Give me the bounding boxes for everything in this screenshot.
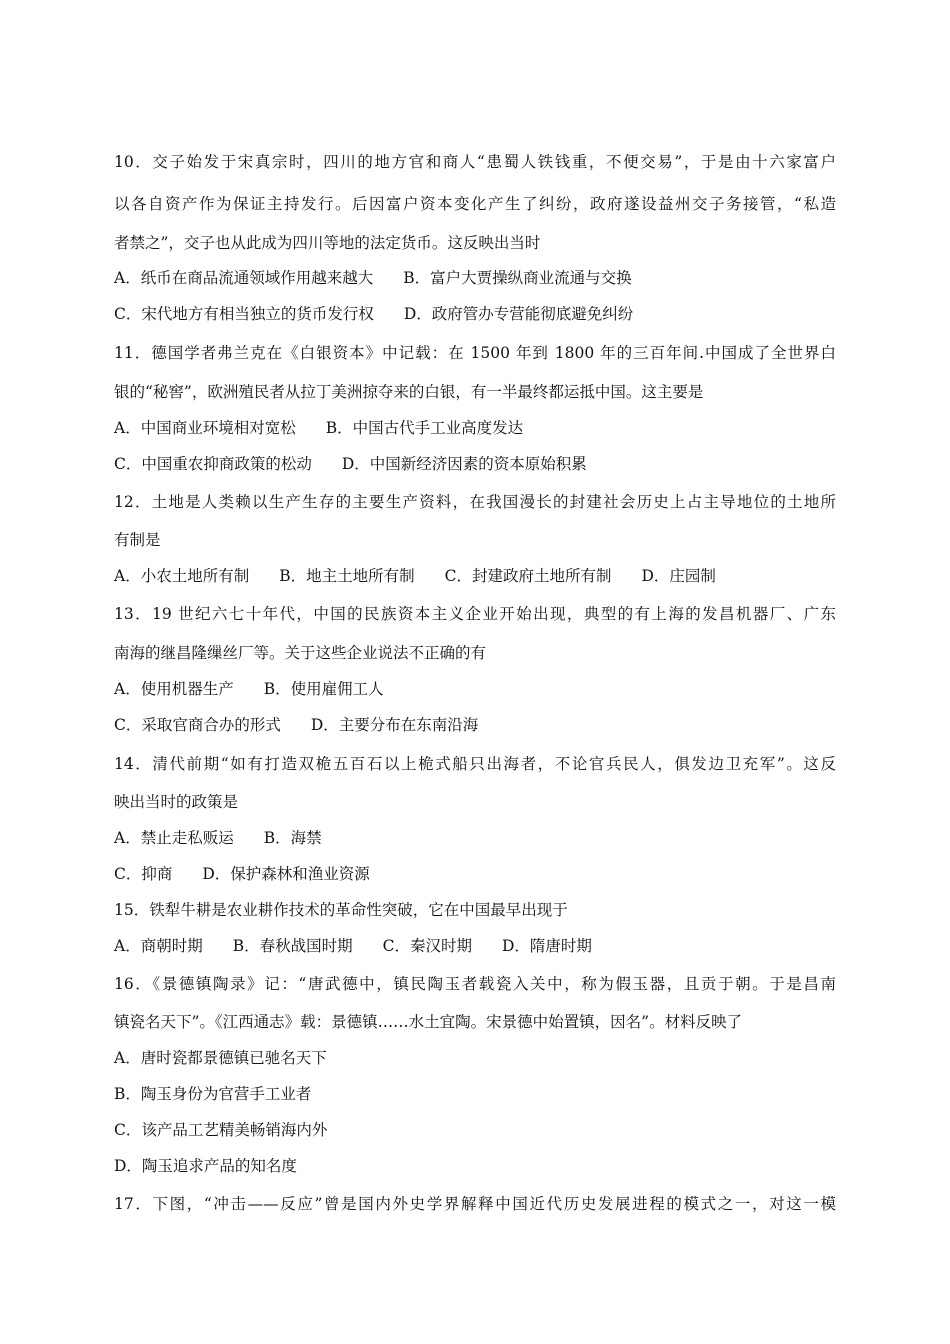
- question-12-stem-line-1: 12．土地是人类赖以生产生存的主要生产资料，在我国漫长的封建社会历史上占主导地位的土地所: [114, 493, 836, 511]
- question-15-options-row-1: [114, 936, 622, 956]
- option-c: C．抑商: [114, 865, 173, 883]
- question-14-stem-line-1: 14．清代前期“如有打造双桅五百石以上桅式船只出海者，不论官兵民人，俱发边卫充军”。这反: [114, 755, 836, 773]
- question-10-stem-line-1: 10．交子始发于宋真宗时，四川的地方官和商人“患蜀人铁钱重，不便交易”，于是由十六家富户: [114, 153, 836, 171]
- question-17-stem-line-1: 17．下图，“冲击——反应”曾是国内外史学界解释中国近代历史发展进程的模式之一，对这一模: [114, 1195, 836, 1213]
- option-d: D．庄园制: [641, 567, 716, 585]
- question-16-stem-line-1: 16．《景德镇陶录》记：“唐武德中，镇民陶玉者载瓷入关中，称为假玉器，且贡于朝。于是昌南: [114, 975, 836, 993]
- question-11-stem-line-1: 11．德国学者弗兰克在《白银资本》中记载：在 1500 年到 1800 年的三百年间.中国成了全世界白: [114, 344, 836, 362]
- question-10-options-row-1: [114, 268, 662, 288]
- option-d: D．中国新经济因素的资本原始积累: [341, 455, 587, 473]
- question-13-stem-line-1: 13．19 世纪六七十年代，中国的民族资本主义企业开始出现，典型的有上海的发昌机器厂、广东: [114, 605, 836, 623]
- question-16-option-b: B．陶玉身份为官营手工业者: [114, 1085, 312, 1103]
- option-b: B．中国古代手工业高度发达: [325, 419, 524, 437]
- option-c: C．宋代地方有相当独立的货币发行权: [114, 305, 374, 323]
- option-d: D．主要分布在东南沿海: [310, 716, 479, 734]
- option-b: B．海禁: [263, 829, 322, 847]
- question-15-stem-line-1: 15．铁犁牛耕是农业耕作技术的革命性突破，它在中国最早出现于: [114, 901, 568, 919]
- question-14-options-row-1: [114, 828, 352, 848]
- option-a: A．商朝时期: [114, 937, 203, 955]
- question-11-options-row-1: [114, 418, 553, 438]
- question-11-options-row-2: [114, 454, 617, 474]
- question-10-options-row-2: [114, 304, 663, 324]
- question-16-option-c: C．该产品工艺精美畅销海内外: [114, 1121, 328, 1139]
- question-12-stem-line-2: 有制是: [114, 531, 161, 549]
- question-12-options-row-1: [114, 566, 746, 586]
- option-a: A．使用机器生产: [114, 680, 234, 698]
- question-13-options-row-2: [114, 715, 508, 735]
- option-b: B．富户大贾操纵商业流通与交换: [403, 269, 632, 287]
- option-a: A．小农土地所有制: [114, 567, 250, 585]
- question-16-option-d: D．陶玉追求产品的知名度: [114, 1157, 297, 1175]
- option-c: C．秦汉时期: [382, 937, 472, 955]
- question-14-stem-line-2: 映出当时的政策是: [114, 793, 239, 811]
- option-b: B．使用雇佣工人: [263, 680, 384, 698]
- question-14-options-row-2: [114, 864, 400, 884]
- option-c: C．封建政府土地所有制: [444, 567, 612, 585]
- question-11-stem-line-2: 银的“秘窖”，欧洲殖民者从拉丁美洲掠夺来的白银，有一半最终都运抵中国。这主要是: [114, 383, 704, 401]
- option-c: C．中国重农抑商政策的松动: [114, 455, 312, 473]
- option-d: D．隋唐时期: [501, 937, 592, 955]
- option-c: C．采取官商合办的形式: [114, 716, 281, 734]
- question-13-stem-line-2: 南海的继昌隆缫丝厂等。关于这些企业说法不正确的有: [114, 644, 487, 662]
- question-13-options-row-1: [114, 679, 414, 699]
- option-b: B．地主土地所有制: [279, 567, 415, 585]
- question-10-stem-line-3: 者禁之”，交子也从此成为四川等地的法定货币。这反映出当时: [114, 234, 541, 252]
- question-16-stem-line-2: 镇瓷名天下”。《江西通志》载：景德镇……水土宜陶。宋景德中始置镇，因名”。材料反映了: [114, 1013, 743, 1031]
- option-b: B．春秋战国时期: [232, 937, 353, 955]
- question-16-option-a: A．唐时瓷都景德镇已驰名天下: [114, 1049, 327, 1067]
- option-a: A．中国商业环境相对宽松: [114, 419, 296, 437]
- option-a: A．纸币在商品流通领域作用越来越大: [114, 269, 374, 287]
- question-10-stem-line-2: 以各自资产作为保证主持发行。后因富户资本变化产生了纠纷，政府遂设益州交子务接管，“私造: [114, 195, 836, 213]
- option-d: D．政府管办专营能彻底避免纠纷: [403, 305, 634, 323]
- option-d: D．保护森林和渔业资源: [202, 865, 370, 883]
- option-a: A．禁止走私贩运: [114, 829, 234, 847]
